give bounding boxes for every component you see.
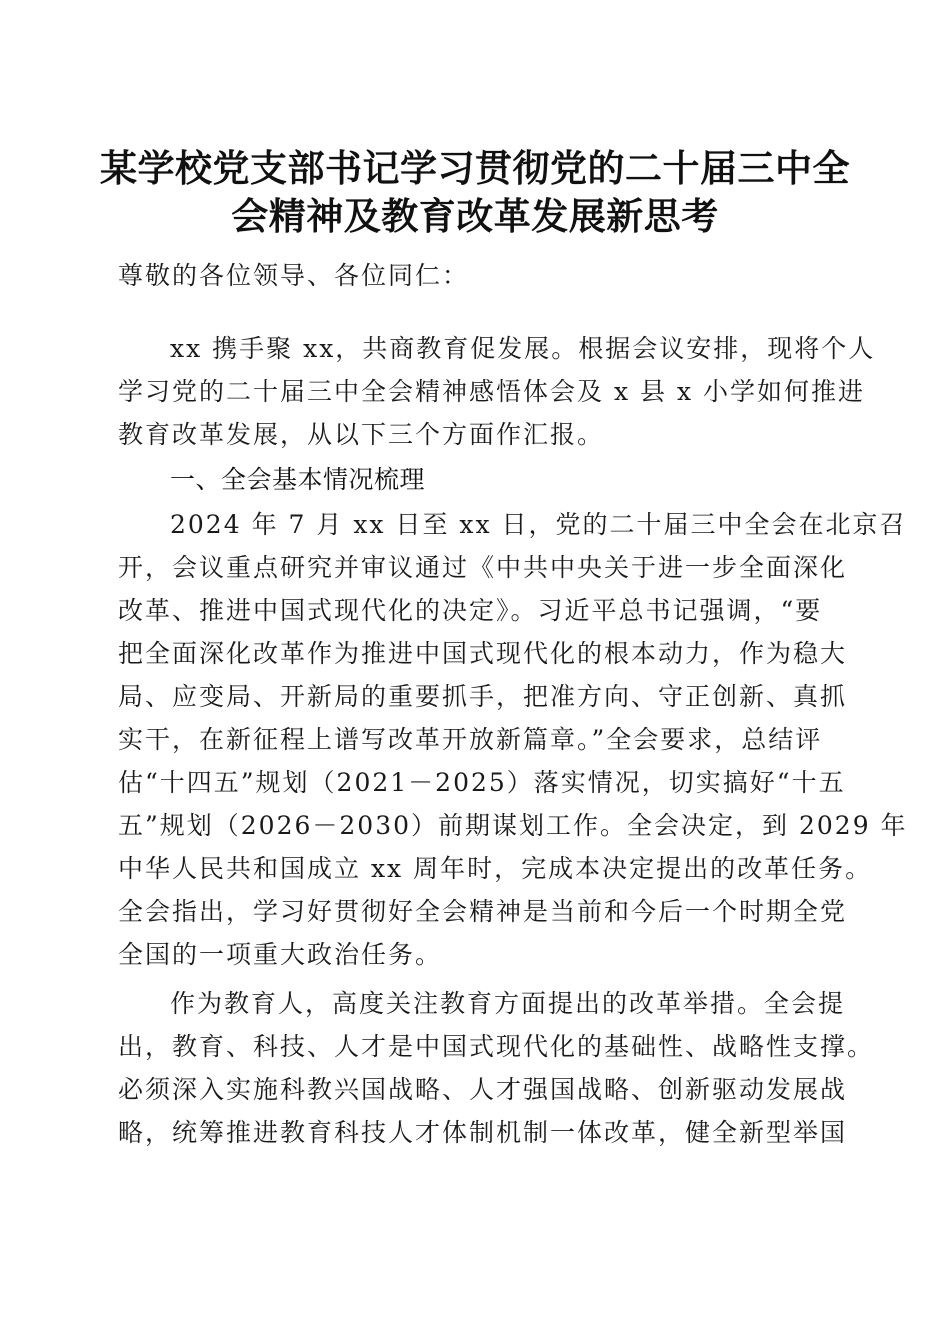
paragraph-line: 2024 年 7 月 xx 日至 xx 日，党的二十届三中全会在北京召 <box>170 510 907 539</box>
paragraph-line: 实干，在新征程上谱写改革开放新篇章。”全会要求，总结评 <box>118 725 823 754</box>
paragraph-line: 估“十四五”规划（2021－2025）落实情况，切实搞好“十五 <box>118 768 846 797</box>
intro-line: 学习党的二十届三中全会精神感悟体会及 x 县 x 小学如何推进 <box>118 377 865 406</box>
paragraph-line: 必须深入实施科教兴国战略、人才强国战略、创新驱动发展战 <box>118 1075 848 1104</box>
paragraph-line: 把全面深化改革作为推进中国式现代化的根本动力，作为稳大 <box>118 639 848 668</box>
paragraph-line: 中华人民共和国成立 xx 周年时，完成本决定提出的改革任务。 <box>118 854 873 883</box>
document-title-line-2: 会精神及教育改革发展新思考 <box>231 194 719 238</box>
intro-line: 教育改革发展，从以下三个方面作汇报。 <box>118 420 605 449</box>
document-title-line-1: 某学校党支部书记学习贯彻党的二十届三中全 <box>100 146 850 190</box>
intro-line: xx 携手聚 xx，共商教育促发展。根据会议安排，现将个人 <box>170 334 876 363</box>
paragraph-line: 开，会议重点研究并审议通过《中共中央关于进一步全面深化 <box>118 553 848 582</box>
paragraph-line: 五”规划（2026－2030）前期谋划工作。全会决定，到 2029 年 <box>118 811 908 840</box>
paragraph-line: 作为教育人，高度关注教育方面提出的改革举措。全会提 <box>170 989 846 1018</box>
paragraph-line: 全国的一项重大政治任务。 <box>118 940 443 969</box>
paragraph-line: 略，统筹推进教育科技人才体制机制一体改革，健全新型举国 <box>118 1118 848 1147</box>
salutation: 尊敬的各位领导、各位同仁： <box>118 261 470 290</box>
paragraph-line: 局、应变局、开新局的重要抓手，把准方向、守正创新、真抓 <box>118 682 848 711</box>
paragraph-line: 改革、推进中国式现代化的决定》。习近平总书记强调，“要 <box>118 596 823 625</box>
section-heading: 一、全会基本情况梳理 <box>170 465 426 494</box>
paragraph-line: 出，教育、科技、人才是中国式现代化的基础性、战略性支撑。 <box>118 1032 875 1061</box>
paragraph-line: 全会指出，学习好贯彻好全会精神是当前和今后一个时期全党 <box>118 897 848 926</box>
